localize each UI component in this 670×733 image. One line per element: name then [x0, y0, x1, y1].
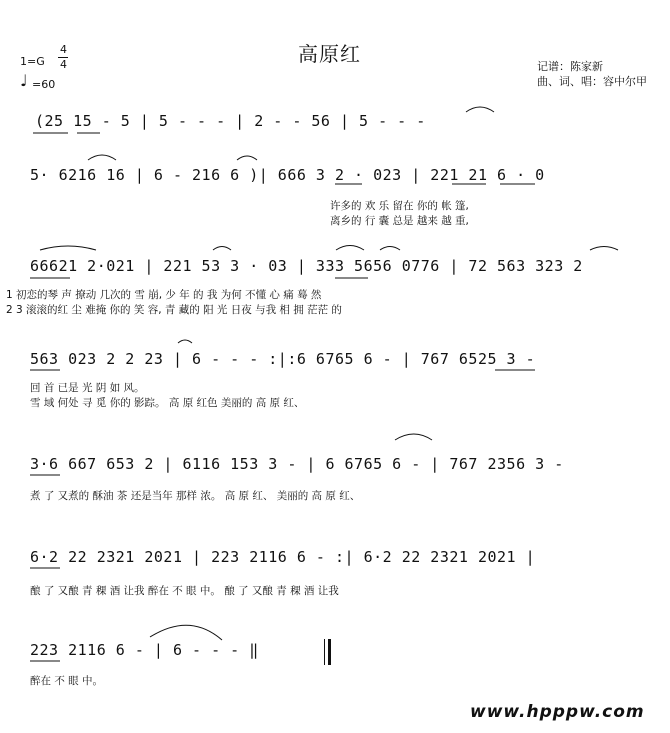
time-signature-bottom: 4 [60, 58, 67, 71]
notation-line-3: 66621 2·021 | 221 53 3 · 03 | 333 5656 0776 | 72 563 323 2 [30, 257, 583, 275]
slur-mark [466, 107, 494, 112]
song-title: 高原红 [298, 42, 361, 66]
notation-line-4: 563 023 2 2 23 | 6 - - - :|:6 6765 6 - | 767 6525 3 - [30, 350, 536, 368]
lyrics-line-5: 煮 了 又煮的 酥油 茶 还是当年 那样 浓。 高 原 红、 美丽的 高 原 红、 [30, 490, 361, 502]
watermark: www.hpppw.com [470, 702, 645, 722]
slur-mark [40, 246, 96, 250]
notation-line-5: 3·6 667 653 2 | 6116 153 3 - | 6 6765 6 - | 767 2356 3 - [30, 455, 564, 473]
slur-mark [380, 247, 400, 251]
time-signature-top: 4 [60, 43, 67, 56]
final-bar-thin [324, 639, 325, 665]
slur-mark [150, 625, 222, 640]
lyrics-line-3a: 1 初恋的琴 声 撩动 几次的 雪 崩, 少 年 的 我 为何 不懂 心 痛 蓦 然 [6, 289, 322, 301]
slur-mark [88, 155, 116, 160]
slur-mark [395, 434, 432, 440]
transcriber: 记谱：陈家新 [537, 60, 603, 73]
slur-mark [336, 246, 364, 251]
lyrics-line-6: 酿 了 又酿 青 稞 酒 让我 醉在 不 眼 中。 酿 了 又酿 青 稞 酒 让我 [30, 585, 339, 597]
notation-line-1: (25 15 - 5 | 5 - - - | 2 - - 56 | 5 - - - [35, 112, 426, 130]
tempo: =60 [32, 78, 56, 91]
credits: 曲、词、唱：容中尔甲 [537, 75, 647, 88]
final-bar-thick [328, 639, 331, 665]
slur-mark [237, 156, 257, 160]
lyrics-line-2a: 许多的 欢 乐 留在 你的 帐 篷, [330, 200, 469, 212]
slur-mark [213, 247, 231, 251]
quarter-note-icon: ♩ [20, 71, 28, 90]
slur-mark [590, 247, 618, 251]
lyrics-line-3b: 2 3 滚滚的红 尘 难掩 你的 笑 容, 青 藏的 阳 光 日夜 与我 相 拥 茫茫 的 [6, 304, 342, 316]
lyrics-line-2b: 离乡的 行 囊 总是 越来 越 重, [330, 215, 469, 227]
notation-line-7: 223 2116 6 - | 6 - - - ‖ [30, 641, 259, 659]
lyrics-line-4a: 回 首 已是 光 阴 如 风。 [30, 382, 145, 394]
lyrics-line-7: 醉在 不 眼 中。 [30, 675, 104, 687]
lyrics-line-4b: 雪 域 何处 寻 觅 你的 影踪。 高 原 红色 美丽的 高 原 红、 [30, 397, 305, 409]
notation-line-6: 6·2 22 2321 2021 | 223 2116 6 - :| 6·2 22 2321 2021 | [30, 548, 536, 566]
slur-mark [178, 340, 192, 343]
notation-line-2: 5· 6216 16 | 6 - 216 6 )| 666 3 2 · 023 | 221 21 6 · 0 [30, 166, 545, 184]
key-signature: 1=G [20, 55, 45, 68]
